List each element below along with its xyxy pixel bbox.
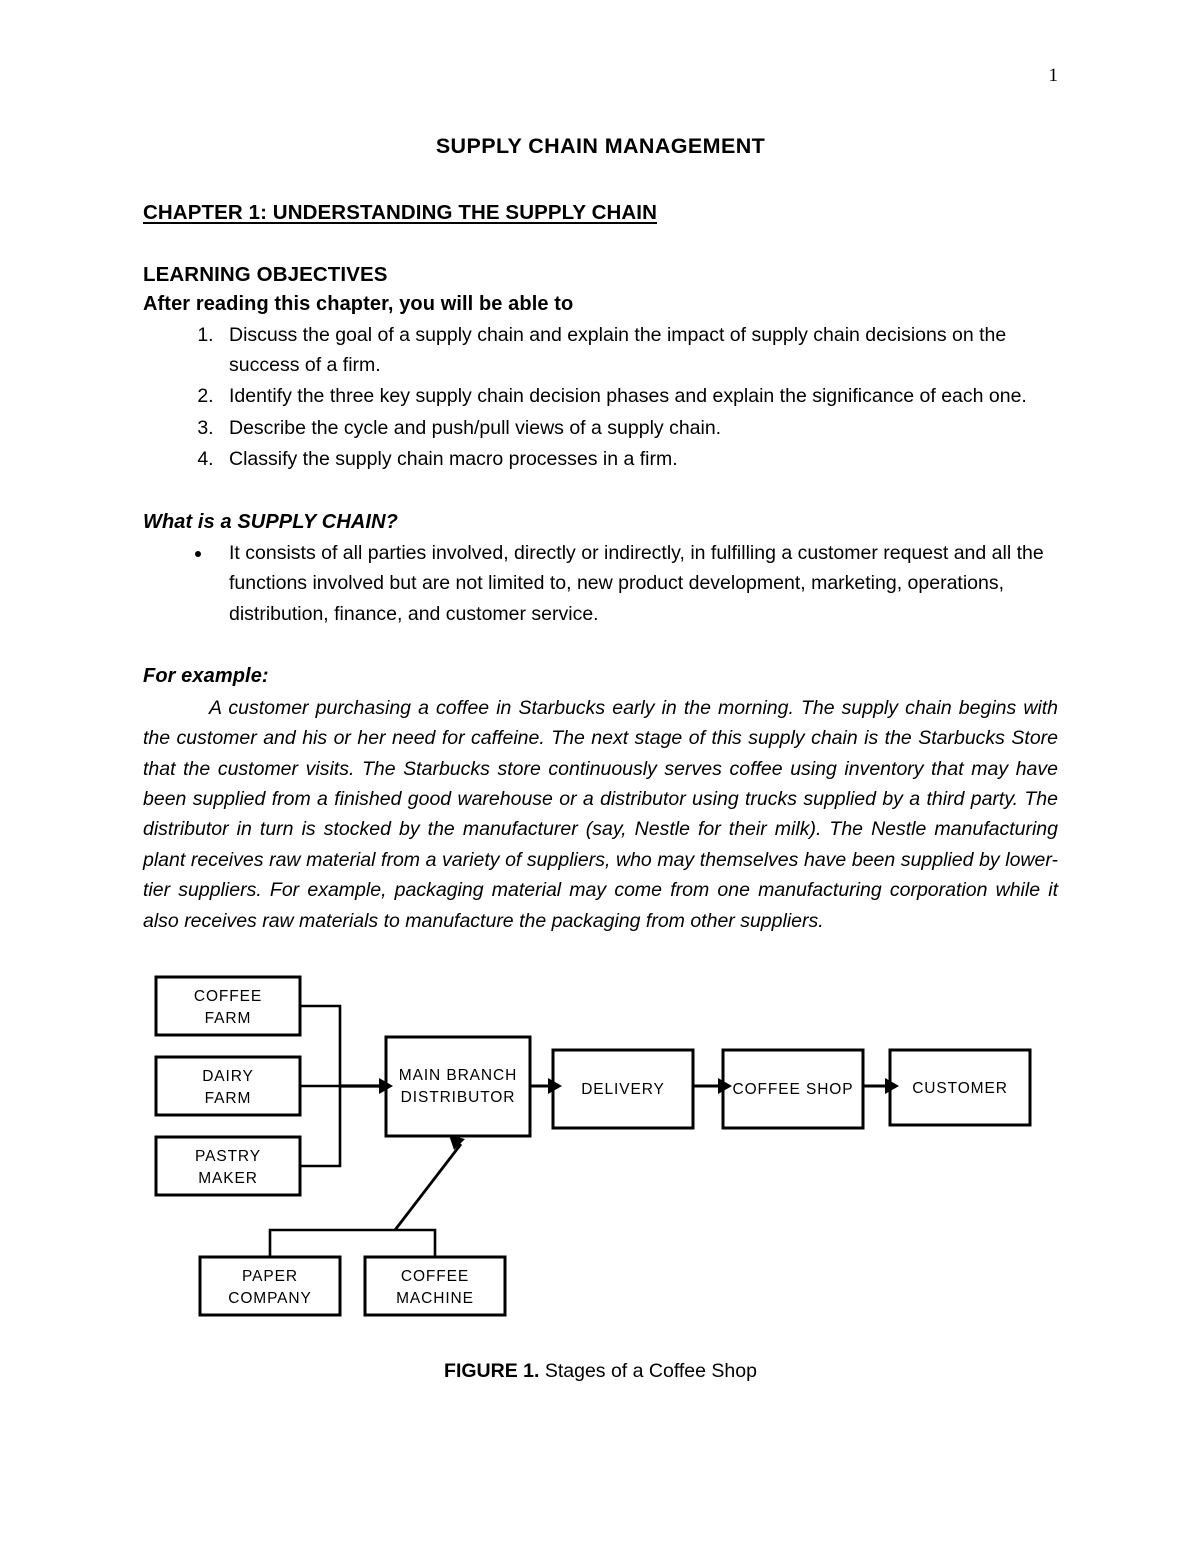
figure-caption-label: FIGURE 1.	[444, 1360, 540, 1382]
example-paragraph: A customer purchasing a coffee in Starbucks early in the morning. The supply chain begins with the customer and his or her need for caffeine. The next stage of this supply chain is the Starbucks Store that the customer visits. The Starbucks store continuously serves coffee using inventory that may have been supplied from a finished good warehouse or a distributor using trucks supplied by a third party. The distributor in turn is stocked by the manufacturer (say, Nestle for their milk). The Nestle manufacturing plant receives raw material from a variety of suppliers, who may themselves have been supplied by lower-tier suppliers. For example, packaging material may come from one manufacturing corporation while it also receives raw materials to manufacture the packaging from other suppliers.	[143, 696, 1058, 932]
node-coffee-farm-label-line2: FARM	[204, 1010, 252, 1027]
page-number: 1	[1048, 65, 1058, 86]
node-coffee-shop-label: COFFEE SHOP	[732, 1081, 854, 1098]
node-paper-company-label-line1: PAPER	[242, 1268, 298, 1285]
node-coffee-farm-label-line1: COFFEE	[193, 988, 263, 1005]
coffee-shop-stages-diagram	[143, 972, 1058, 1342]
node-distributor-label-line1: MAIN BRANCH	[398, 1067, 518, 1084]
node-dairy-farm-label-line1: DAIRY	[202, 1068, 254, 1085]
page-title: SUPPLY CHAIN MANAGEMENT	[435, 134, 766, 158]
node-delivery-label: DELIVERY	[581, 1081, 665, 1098]
node-pastry-maker-label-line2: MAKER	[198, 1170, 258, 1187]
node-distributor-label-line2: DISTRIBUTOR	[400, 1089, 516, 1106]
node-customer-label: CUSTOMER	[912, 1080, 1008, 1097]
arrowhead-to-coffee-shop	[718, 1078, 732, 1094]
learning-objectives-subheading: After reading this chapter, you will be able to	[143, 293, 574, 315]
node-coffee-machine-label-line2: MACHINE	[396, 1290, 474, 1307]
document-content	[143, 0, 1058, 1383]
what-is-supply-chain-heading: What is a SUPPLY CHAIN?	[143, 511, 398, 534]
learning-objectives-list	[143, 320, 1058, 474]
list-item: • It consists of all parties involved, directly or indirectly, in fulfilling a customer request and all the functions involved but are not limited to, new product development, marketing, operations, distribution, finance, and customer service.	[213, 538, 1058, 629]
arrowhead-to-delivery	[548, 1078, 562, 1094]
list-item: 1. Discuss the goal of a supply chain and explain the impact of supply chain decisions on the success of a firm.	[219, 320, 1058, 380]
node-pastry-maker-label-line1: PASTRY	[195, 1148, 261, 1165]
list-item: 4. Classify the supply chain macro processes in a firm.	[219, 444, 1058, 474]
list-item: 2. Identify the three key supply chain decision phases and explain the significance of each one.	[219, 381, 1058, 411]
figure-caption	[143, 1342, 1058, 1383]
list-item: 3. Describe the cycle and push/pull views of a supply chain.	[219, 413, 1058, 443]
learning-objectives-heading: LEARNING OBJECTIVES	[143, 263, 388, 286]
arrowhead-to-customer	[885, 1078, 899, 1094]
node-dairy-farm-label-line2: FARM	[204, 1090, 252, 1107]
figure-1	[143, 936, 1058, 1383]
chapter-heading: CHAPTER 1: UNDERSTANDING THE SUPPLY CHAIN	[143, 201, 657, 224]
figure-caption-text: Stages of a Coffee Shop	[539, 1360, 757, 1382]
for-example-heading: For example:	[143, 664, 269, 687]
node-coffee-machine-label-line1: COFFEE	[400, 1268, 470, 1285]
node-distributor-box	[386, 1037, 530, 1136]
what-is-supply-chain-list	[143, 538, 1058, 629]
node-paper-company-label-line2: COMPANY	[228, 1290, 312, 1307]
